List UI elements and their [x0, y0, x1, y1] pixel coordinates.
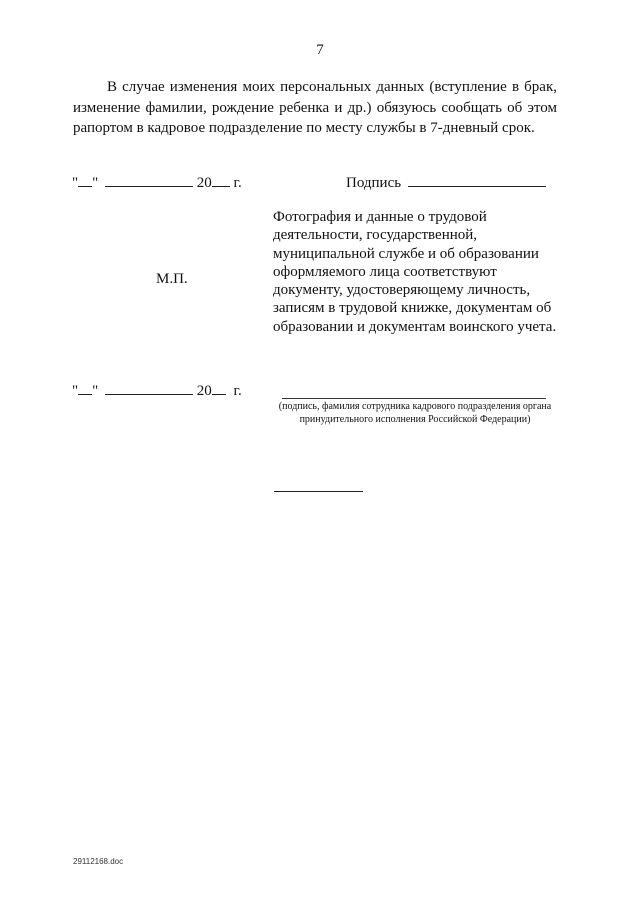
hr-signature-caption: (подпись, фамилия сотрудника кадрового подразделения органа принудительного исполнения Российской Федерации)	[278, 401, 552, 425]
day-blank	[78, 174, 92, 187]
date-field-2	[72, 382, 242, 400]
year-prefix: 20	[196, 175, 212, 191]
footer-doc-id: 29112168.doc	[73, 857, 124, 866]
personal-data-paragraph: В случае изменения моих персональных данных (вступление в брак, изменение фамилии, рождение ребенка и др.) обязуюсь сообщать об этом рапортом в кадровое подразделение по месту службы в 7-дневный срок.	[73, 79, 557, 136]
signature-blank	[408, 174, 546, 187]
year-blank	[212, 174, 230, 187]
date-field-1	[72, 174, 242, 192]
quote-close: "	[92, 383, 99, 399]
signature-label: Подпись	[346, 175, 402, 191]
year-prefix: 20	[196, 383, 212, 399]
year-suffix: г.	[233, 175, 242, 191]
month-blank	[105, 382, 193, 395]
page-number: 7	[316, 42, 324, 58]
end-divider	[274, 491, 363, 492]
verification-text: Фотография и данные о трудовой деятельности, государственной, муниципальной службе и об образовании оформляемого лица соответствуют документу, удостоверяющему личность, записям в трудовой книжке, документам об образовании и документам воинского учета.	[273, 209, 557, 335]
signature-field-1	[346, 174, 546, 192]
quote-open: "	[72, 175, 79, 191]
month-blank	[105, 174, 193, 187]
stamp-placeholder: М.П.	[156, 271, 188, 287]
year-blank	[212, 382, 226, 395]
quote-open: "	[72, 383, 79, 399]
quote-close: "	[92, 175, 99, 191]
day-blank	[78, 382, 92, 395]
hr-signature-line	[282, 398, 546, 399]
year-suffix: г.	[233, 383, 242, 399]
